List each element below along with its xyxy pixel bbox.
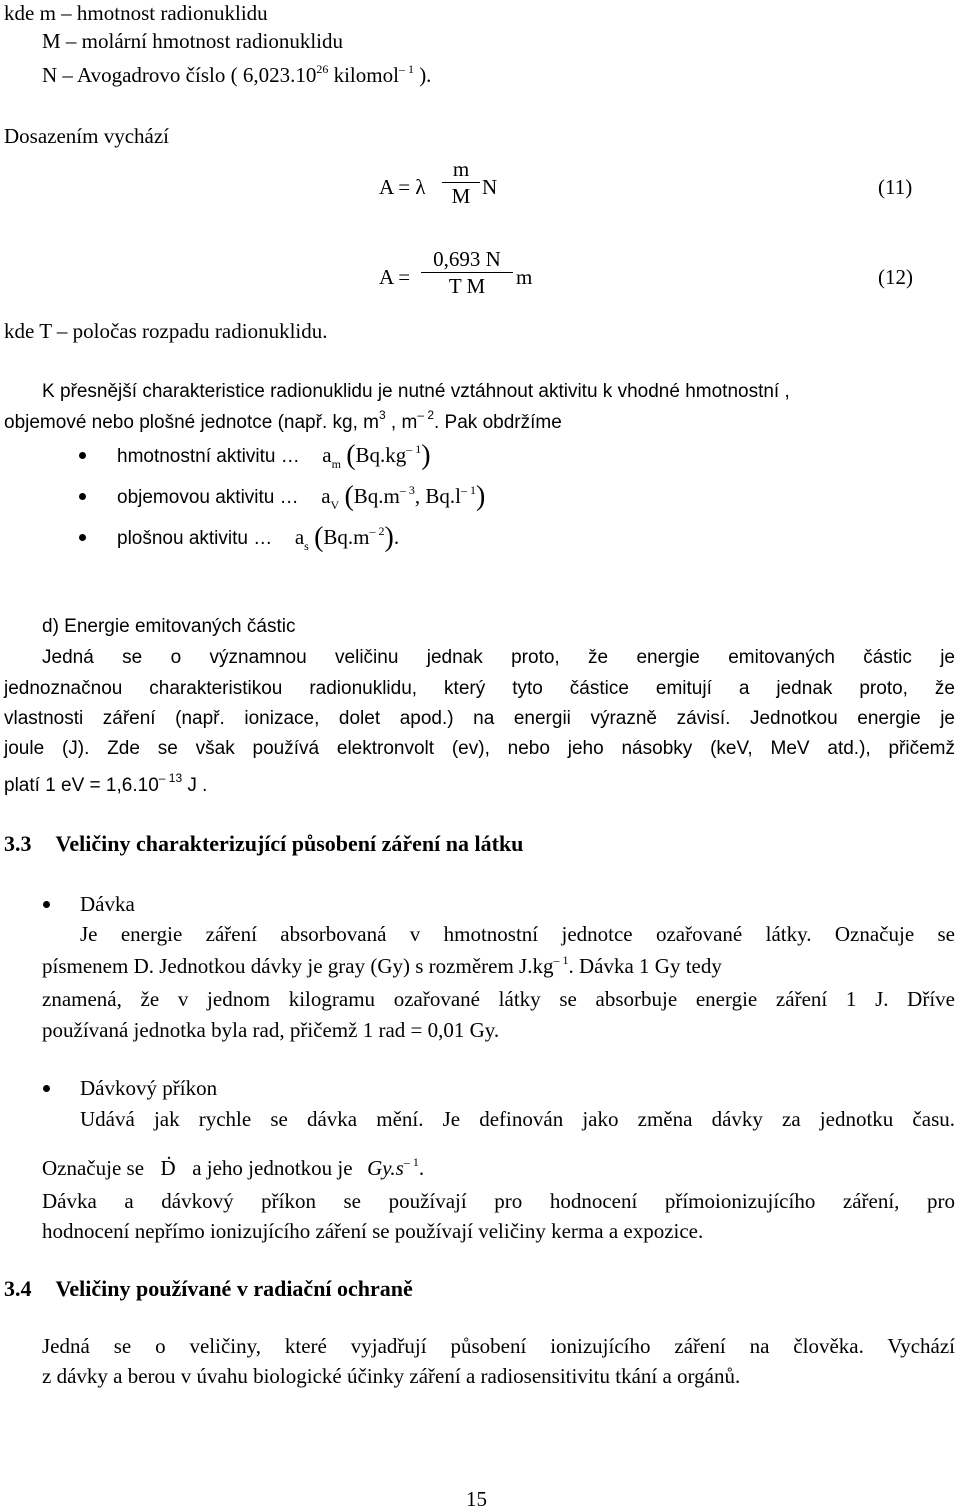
energy-line-3: vlastnosti záření (např. ionizace, dolet apod.) na energii výrazně závisí. Jednotkou energie je bbox=[4, 708, 955, 729]
energy-line-2: jednoznačnou charakteristikou radionuklidu, který tyto částice emitují a jednak proto, že bbox=[4, 678, 955, 699]
def-molar-mass: M – molární hmotnost radionuklidu bbox=[42, 29, 343, 53]
davka-title: Dávka bbox=[80, 892, 135, 916]
radiacni-line-1: Jedná se o veličiny, které vyjadřují působení ionizujícího záření na člověka. Vychází bbox=[42, 1334, 955, 1358]
section-3-4-heading: 3.4 Veličiny používané v radiační ochraně bbox=[4, 1276, 413, 1301]
energy-line-4: joule (J). Zde se však používá elektronvolt (ev), nebo jeho násobky (keV, MeV atd.), přičemž bbox=[4, 738, 955, 759]
eq12-lhs: A = bbox=[379, 265, 411, 289]
def-mass: kde m – hmotnost radionuklidu bbox=[4, 1, 268, 25]
davka-line-3: znamená, že v jednom kilogramu ozařované látky se absorbuje energie záření 1 J. Dříve bbox=[42, 987, 955, 1011]
davka-line-4: používaná jednotka byla rad, přičemž 1 rad = 0,01 Gy. bbox=[42, 1018, 500, 1042]
intro-line-1: K přesnější charakteristice radionuklidu je nutné vztáhnout aktivitu k vhodné hmotnostní , bbox=[42, 381, 790, 402]
section-3-3-heading: 3.3 Veličiny charakterizující působení záření na látku bbox=[4, 831, 524, 856]
energy-line-1: Jedná se o významnou veličinu jednak proto, že energie emitovaných částic je bbox=[42, 647, 955, 668]
eq11-fraction bbox=[442, 156, 480, 209]
eq12-number: (12) bbox=[878, 265, 913, 289]
bullet-icon bbox=[79, 493, 86, 500]
prikon-line-3: Dávka a dávkový příkon se používají pro hodnocení přímoionizujícího záření, pro bbox=[42, 1189, 955, 1213]
bullet-icon bbox=[43, 901, 50, 908]
bullet-icon bbox=[79, 452, 86, 459]
eq11-numerator: m bbox=[442, 156, 480, 183]
eq12-numerator: 0,693 N bbox=[421, 246, 513, 273]
intro-line-2: objemové nebo plošné jednotce (např. kg, $m^3$ , $m^{- 2}$. Pak obdržíme bbox=[4, 408, 562, 433]
eq11-rhs: N bbox=[482, 175, 498, 199]
eq12-fraction bbox=[421, 246, 513, 299]
eq11-denominator: M bbox=[451, 184, 471, 208]
eq12-rhs: m bbox=[516, 265, 533, 289]
def-avogadro: N – Avogadrovo číslo ( 6,023.10$^{26}$ kilomol$^{- 1}$ ). bbox=[42, 62, 432, 87]
radiacni-line-2: z dávky a berou v úvahu biologické účinky záření a radiosensitivitu tkání a orgánů. bbox=[42, 1364, 741, 1388]
davka-line-1: Je energie záření absorbovaná v hmotnostní jednotce ozařované látky. Označuje se bbox=[80, 922, 955, 946]
energy-heading: d) Energie emitovaných částic bbox=[42, 616, 296, 637]
d-dot-symbol: . D bbox=[161, 1155, 176, 1181]
activity-item-surface: plošnou aktivitu … $a_s$ $(Bq.m^{- 2})$. bbox=[117, 522, 400, 553]
def-half-life: kde T – poločas rozpadu radionuklidu. bbox=[4, 319, 328, 343]
energy-line-5: platí 1 eV = $1,6.10^{- 13}$ J . bbox=[4, 771, 208, 796]
davka-line-2: písmenem D. Jednotkou dávky je gray (Gy) s rozměrem $J.kg^{- 1}$. Dávka 1 Gy tedy bbox=[42, 953, 722, 978]
eq12-denominator: T M bbox=[448, 274, 486, 298]
bullet-icon bbox=[43, 1085, 50, 1092]
prikon-line-2: Označuje se . D a jeho jednotkou je $Gy.s^{- 1}$. bbox=[42, 1155, 424, 1181]
activity-item-volume: objemovou aktivitu … $a_V$ ($Bq.m^{- 3}$, $Bq.l^{- 1}$) bbox=[117, 481, 486, 512]
prikon-line-4: hodnocení nepřímo ionizujícího záření se používají veličiny kerma a expozice. bbox=[42, 1219, 704, 1243]
activity-item-mass: hmotnostní aktivitu … $a_m$ $(Bq.kg^{- 1})$ bbox=[117, 440, 431, 471]
prikon-title: Dávkový příkon bbox=[80, 1076, 218, 1100]
dosazenim-text: Dosazením vychází bbox=[4, 124, 170, 148]
eq11-number: (11) bbox=[878, 175, 913, 199]
prikon-line-1: Udává jak rychle se dávka mění. Je definován jako změna dávky za jednotku času. bbox=[80, 1107, 955, 1131]
eq11-lhs: A = λ bbox=[379, 175, 426, 199]
page-number: 15 bbox=[466, 1487, 487, 1511]
bullet-icon bbox=[79, 534, 86, 541]
